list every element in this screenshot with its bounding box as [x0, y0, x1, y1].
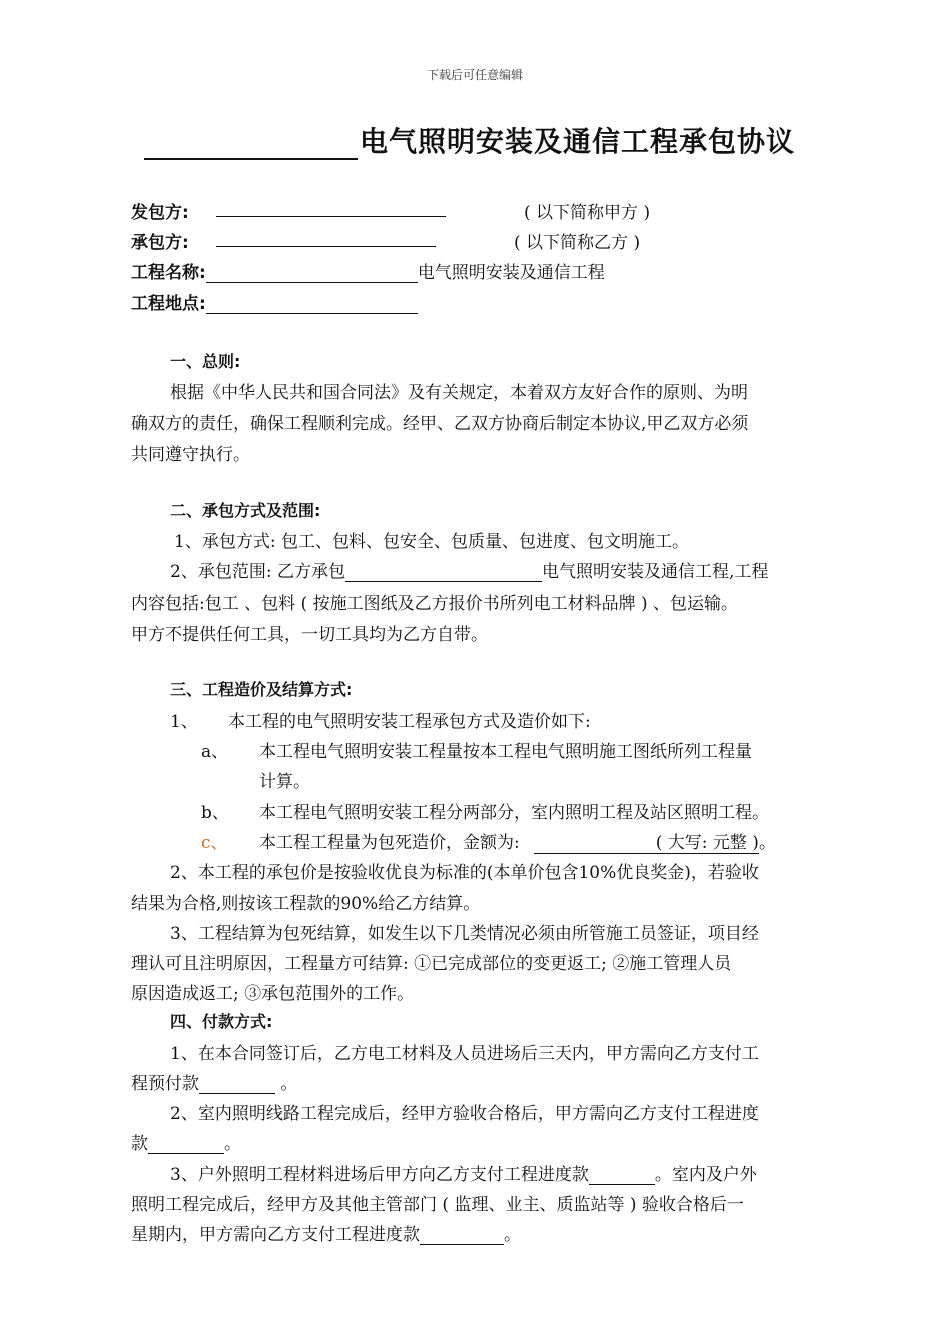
section3-a-line2: 计算。 [259, 772, 310, 792]
section3-c-label: c、 [201, 833, 228, 853]
section3-item3-line1: 3、工程结算为包死结算，如发生以下几类情况必须由所管施工员签证，项目经 [170, 924, 759, 944]
section4-p2-line2 [131, 1129, 241, 1154]
header-note: 下载后可任意编辑 [426, 68, 523, 82]
project-name-suffix: 电气照明安装及通信工程 [417, 263, 605, 283]
price-amount-blank[interactable] [534, 835, 652, 854]
section3-a-label: a、 [201, 742, 229, 762]
employer-row [131, 198, 189, 223]
advance-payment-blank[interactable] [199, 1075, 275, 1094]
section4-p3-line1 [170, 1160, 757, 1185]
section4-p1-end: 。 [275, 1074, 298, 1094]
section4-p3-line3-end: 。 [504, 1225, 521, 1245]
section4-p3-prefix: 3、户外照明工程材料进场后甲方向乙方支付工程进度款 [170, 1165, 589, 1185]
project-name-blank[interactable] [206, 264, 418, 283]
section2-item2 [170, 557, 768, 582]
project-location-row [131, 289, 418, 314]
section3-b-label: b、 [201, 803, 229, 823]
section4-p3-line3-prefix: 星期内，甲方需向乙方支付工程进度款 [131, 1225, 420, 1245]
section1-heading: 一、总则: [170, 352, 241, 371]
price-amount-words: ( 大写: 元整 ) [652, 833, 759, 854]
document-title [144, 120, 795, 160]
section3-a-line1: 本工程电气照明安装工程量按本工程电气照明施工图纸所列工程量 [259, 742, 752, 762]
section4-heading: 四、付款方式: [170, 1012, 273, 1031]
section4-p2-end: 。 [224, 1134, 241, 1154]
title-text: 电气照明安装及通信工程承包协议 [360, 125, 796, 158]
section3-c-end: 。 [758, 833, 776, 853]
section4-p3-line3 [131, 1220, 521, 1245]
contractor-note: ( 以下简称乙方 ) [514, 233, 641, 253]
employer-label: 发包方: [131, 203, 189, 223]
section3-heading: 三、工程造价及结算方式: [170, 680, 353, 699]
employer-blank[interactable] [216, 198, 446, 217]
section2-heading: 二、承包方式及范围: [170, 501, 321, 520]
contractor-blank[interactable] [216, 228, 436, 247]
section4-p3-line2: 照明工程完成后，经甲方及其他主管部门 ( 监理、业主、质监站等 ) 验收合格后一 [131, 1195, 744, 1215]
section4-p2-line1: 2、室内照明线路工程完成后，经甲方验收合格后，甲方需向乙方支付工程进度 [170, 1104, 759, 1124]
section4-p1-prefix: 程预付款 [131, 1074, 199, 1094]
section2-item2-suffix: 电气照明安装及通信工程,工程 [541, 562, 769, 582]
section4-p2-prefix: 款 [131, 1134, 148, 1154]
section1-line3: 共同遵守执行。 [131, 445, 250, 465]
section1-line2: 确双方的责任，确保工程顺利完成。经甲、乙双方协商后制定本协议,甲乙双方必须 [131, 414, 749, 434]
final-progress-payment-blank[interactable] [420, 1226, 504, 1245]
section3-item1-num: 1、 [170, 712, 198, 732]
employer-note: ( 以下简称甲方 ) [524, 203, 651, 223]
outdoor-material-payment-blank[interactable] [589, 1166, 655, 1185]
section3-c-row [259, 828, 776, 854]
section3-item3-line3: 原因造成返工; ③承包范围外的工作。 [131, 984, 415, 1004]
section3-b-text: 本工程电气照明安装工程分两部分，室内照明工程及站区照明工程。 [259, 803, 769, 823]
contractor-label: 承包方: [131, 233, 189, 253]
section3-item1-text: 本工程的电气照明安装工程承包方式及造价如下: [228, 712, 591, 732]
contract-scope-blank[interactable] [345, 563, 542, 582]
section2-item2-prefix: 2、承包范围: 乙方承包 [170, 562, 345, 582]
section2-item2-line2: 内容包括:包工 、包料 ( 按施工图纸及乙方报价书所列电工材料品牌 ) 、包运输。 [131, 594, 739, 614]
section3-item2-line1: 2、本工程的承包价是按验收优良为标准的(本单价包含10%优良奖金)，若验收 [170, 863, 759, 883]
section3-item2-line2: 结果为合格,则按该工程款的90%给乙方结算。 [131, 894, 481, 914]
section4-p1-line1: 1、在本合同签订后，乙方电工材料及人员进场后三天内，甲方需向乙方支付工 [170, 1044, 759, 1064]
project-location-blank[interactable] [206, 295, 418, 314]
indoor-progress-payment-blank[interactable] [148, 1135, 224, 1154]
section4-p3-suffix: 。室内及户外 [654, 1165, 757, 1185]
section4-p1-line2 [131, 1069, 297, 1094]
section1-line1: 根据《中华人民共和国合同法》及有关规定，本着双方友好合作的原则、为明 [170, 383, 748, 403]
title-blank-line[interactable] [144, 134, 358, 160]
section2-item2-line3: 甲方不提供任何工具，一切工具均为乙方自带。 [131, 625, 488, 645]
project-location-label: 工程地点: [131, 294, 206, 314]
section2-item1: 1、承包方式: 包工、包料、包安全、包质量、包进度、包文明施工。 [174, 532, 689, 552]
section3-c-prefix: 本工程工程量为包死造价，金额为: [259, 833, 520, 853]
project-name-row [131, 258, 605, 283]
contractor-row [131, 228, 189, 253]
project-name-label: 工程名称: [131, 263, 206, 283]
section3-item3-line2: 理认可且注明原因，工程量方可结算: ①已完成部位的变更返工; ②施工管理人员 [131, 954, 732, 974]
